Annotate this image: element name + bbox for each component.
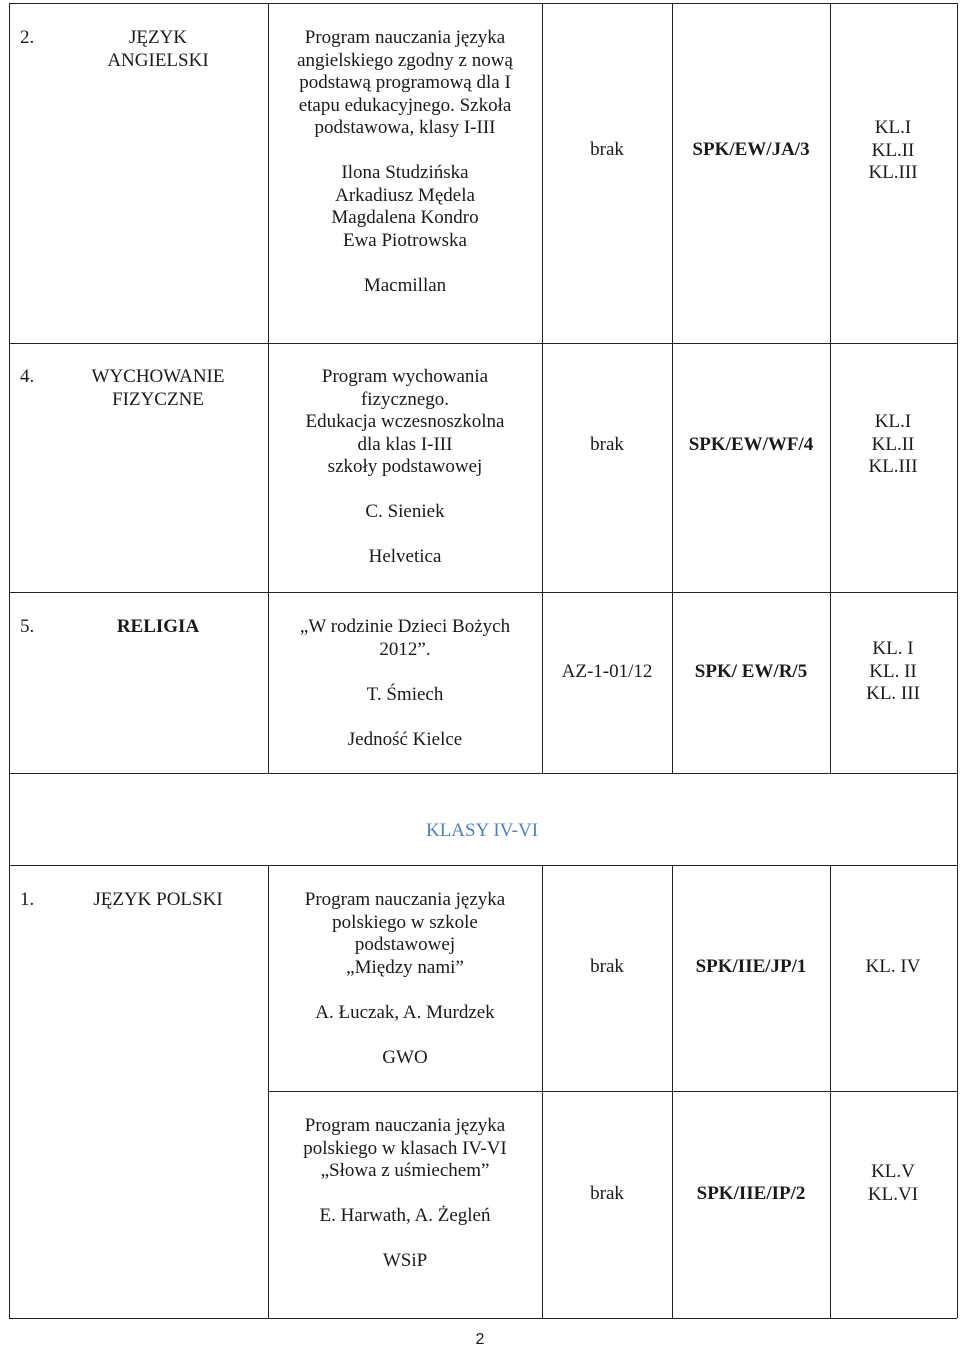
program-cell [303,1115,507,1273]
classes-cell [866,956,921,979]
row-number: 4. [20,366,35,387]
program-line: E. Harwath, A. Żegleń [319,1205,491,1226]
class-label: KL.VI [867,1183,919,1205]
program-line [297,140,513,163]
program-line: podstawowej [354,934,456,955]
page-number: 2 [475,1331,485,1348]
program-line [300,661,510,684]
class-label: KL. IV [865,956,921,977]
class-label: KL.I [874,117,912,138]
program-line [303,1183,507,1206]
program-cell [297,27,513,297]
column-divider [830,865,831,1318]
program-code: SPK/EW/WF/4 [688,434,814,455]
program-line: etapu edukacyjnego. Szkoła [298,94,512,116]
subject-line: ANGIELSKI [107,49,209,71]
program-line [297,252,513,275]
row-divider [9,865,957,866]
class-label: KL. II [869,660,917,682]
program-line: polskiego w klasach IV-VI [303,1137,507,1159]
program-cell [305,889,505,1069]
subject-line: RELIGIA [116,616,200,637]
class-label: KL.III [868,162,918,183]
classes-cell [868,411,917,479]
program-line: „W rodzinie Dzieci Bożych [299,616,511,637]
program-code: SPK/IIE/IP/2 [696,1183,806,1204]
approval-cell: brak [590,434,624,455]
subject-cell [93,889,222,912]
subject-line: JĘZYK [128,27,188,48]
table-border-top [9,3,957,4]
row-divider [268,1091,957,1092]
program-line: Program nauczania języka [304,889,506,910]
program-line: WSiP [382,1250,428,1271]
column-divider [672,865,673,1318]
subject-line: WYCHOWANIE [91,366,225,387]
row-divider [9,343,957,344]
column-divider [268,3,269,773]
program-code: SPK/EW/JA/3 [692,139,810,160]
row-divider [9,773,957,774]
row-number: 1. [20,889,35,910]
class-label: KL.I [874,411,912,432]
table-border-left [9,3,10,1318]
row-divider [9,592,957,593]
subject-cell [107,27,208,72]
subject-line: JĘZYK POLSKI [93,889,223,910]
approval-cell: brak [590,1183,624,1204]
class-label: KL. III [866,683,920,704]
program-line: angielskiego zgodny z nową [297,49,513,71]
program-line: Jedność Kielce [347,728,463,750]
program-line: Macmillan [363,274,447,296]
program-line: „Między nami” [346,956,464,978]
program-line: Arkadiusz Mędela [335,184,475,206]
program-line: Edukacja wczesnoszkolna [305,411,505,432]
column-divider [542,865,543,1318]
classes-cell [866,638,920,706]
program-cell [300,616,510,751]
table-border-right [957,3,958,1318]
subject-cell [92,366,225,411]
column-divider [542,3,543,773]
column-divider [672,3,673,773]
program-line: dla klas I-III [357,433,453,455]
class-label: KL.V [871,1161,915,1182]
program-line [306,479,505,502]
program-line: Ewa Piotrowska [342,229,467,251]
column-divider [830,3,831,773]
program-code: SPK/ EW/R/5 [694,661,808,682]
approval-cell: brak [590,139,624,160]
program-line: szkoły podstawowej [327,456,483,477]
program-line [300,706,510,729]
program-line: Program nauczania języka [304,1115,506,1136]
program-line: Helvetica [368,546,442,567]
program-line [303,1228,507,1251]
program-line [305,1024,505,1047]
program-line: Program nauczania języka [304,27,506,48]
program-line: polskiego w szkole [332,911,478,933]
class-label: KL.II [871,433,915,455]
program-line [306,524,505,547]
classes-cell [868,1161,918,1206]
subject-line: FIZYCZNE [112,388,204,410]
program-line: fizycznego. [360,388,450,410]
classes-cell [868,117,917,185]
approval-cell: AZ-1-01/12 [561,661,653,682]
program-cell [306,366,505,569]
program-line: A. Łuczak, A. Murdzek [315,1001,495,1023]
program-line: C. Sieniek [365,501,445,522]
table-border-bottom [9,1318,957,1319]
program-line: T. Śmiech [366,683,444,705]
program-line: Ilona Studzińska [341,162,469,183]
section-heading: KLASY IV-VI [425,820,539,841]
row-number: 5. [20,616,35,637]
approval-cell: brak [590,956,624,977]
program-line: „Słowa z uśmiechem” [320,1160,490,1181]
class-label: KL. I [872,638,914,659]
row-number: 2. [20,27,35,48]
subject-cell [117,616,199,639]
program-line: 2012”. [379,638,431,660]
program-line: GWO [382,1046,428,1068]
program-line: Magdalena Kondro [331,207,479,228]
program-code: SPK/IIE/JP/1 [695,956,807,977]
program-line: podstawowa, klasy I-III [314,117,496,138]
program-line [305,979,505,1002]
column-divider [268,865,269,1318]
class-label: KL.II [871,139,915,161]
class-label: KL.III [868,456,918,477]
program-line: podstawą programową dla I [299,72,511,93]
program-line: Program wychowania [321,366,489,387]
